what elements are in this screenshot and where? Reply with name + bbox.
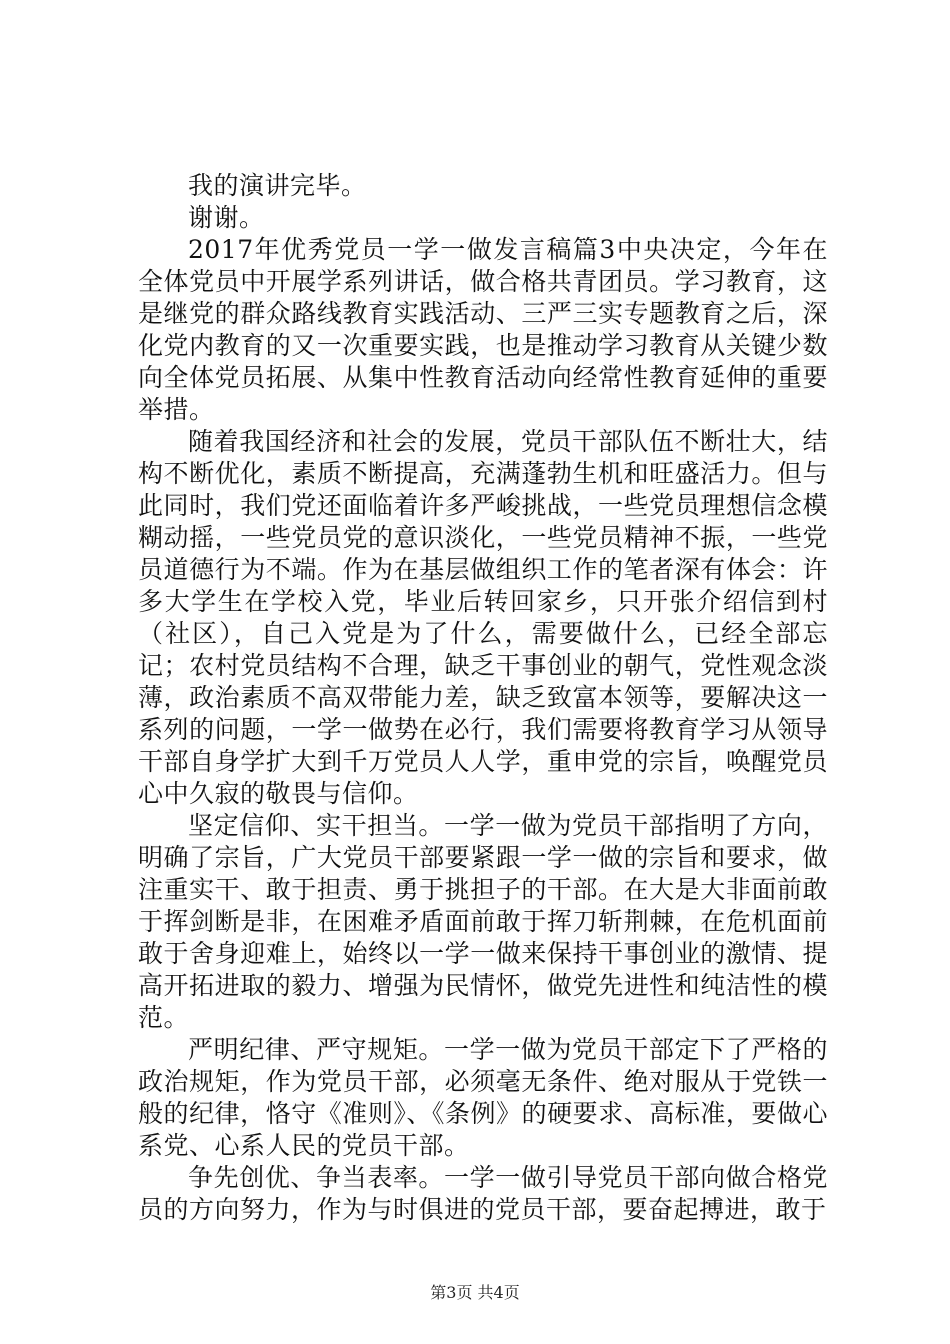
paragraph-thanks: 谢谢。 — [188, 203, 265, 232]
paragraph-intro: 2017年优秀党员一学一做发言稿篇3中央决定，今年在全体党员中开展学系列讲话，做合格共青团员。学习教育，这是继党的群众路线教育实践活动、三严三实专题教育之后，深化党内教育的又一次重要实践，也是推动学习教育从关键少数向全体党员拓展、从集中性教育活动向经常性教育延伸的重要举措。 — [138, 235, 828, 424]
paragraph-faith: 坚定信仰、实干担当。一学一做为党员干部指明了方向，明确了宗旨，广大党员干部要紧跟一学一做的宗旨和要求，做注重实干、敢于担责、勇于挑担子的干部。在大是大非面前敢于挥剑断是非，在困难矛盾面前敢于挥刀斩荆棘，在危机面前敢于舍身迎难上，始终以一学一做来保持干事创业的激情、提高开拓进取的毅力、增强为民情怀，做党先进性和纯洁性的模范。 — [138, 811, 828, 1032]
paragraph-challenges: 随着我国经济和社会的发展，党员干部队伍不断壮大，结构不断优化，素质不断提高，充满蓬勃生机和旺盛活力。但与此同时，我们党还面临着许多严峻挑战，一些党员理想信念模糊动摇，一些党员党的意识淡化，一些党员精神不振，一些党员道德行为不端。作为在基层做组织工作的笔者深有体会：许多大学生在学校入党，毕业后转回家乡，只开张介绍信到村（社区），自己入党是为了什么，需要做什么，已经全部忘记；农村党员结构不合理，缺乏干事创业的朝气，党性观念淡薄，政治素质不高双带能力差，缺乏致富本领等，要解决这一系列的问题，一学一做势在必行，我们需要将教育学习从领导干部自身学扩大到千万党员人人学，重申党的宗旨，唤醒党员心中久寂的敬畏与信仰。 — [138, 427, 828, 808]
page-footer — [0, 1283, 950, 1303]
paragraph-discipline: 严明纪律、严守规矩。一学一做为党员干部定下了严格的政治规矩，作为党员干部，必须毫无条件、绝对服从于党铁一般的纪律，恪守《准则》、《条例》的硬要求、高标准，要做心系党、心系人民的党员干部。 — [138, 1035, 828, 1160]
document-body — [138, 170, 828, 1226]
page-number: 第3页 共4页 — [430, 1283, 520, 1302]
paragraph-closing: 我的演讲完毕。 — [188, 171, 367, 200]
paragraph-excellence: 争先创优、争当表率。一学一做引导党员干部向做合格党员的方向努力，作为与时俱进的党员干部，要奋起搏进，敢于 — [138, 1163, 828, 1224]
